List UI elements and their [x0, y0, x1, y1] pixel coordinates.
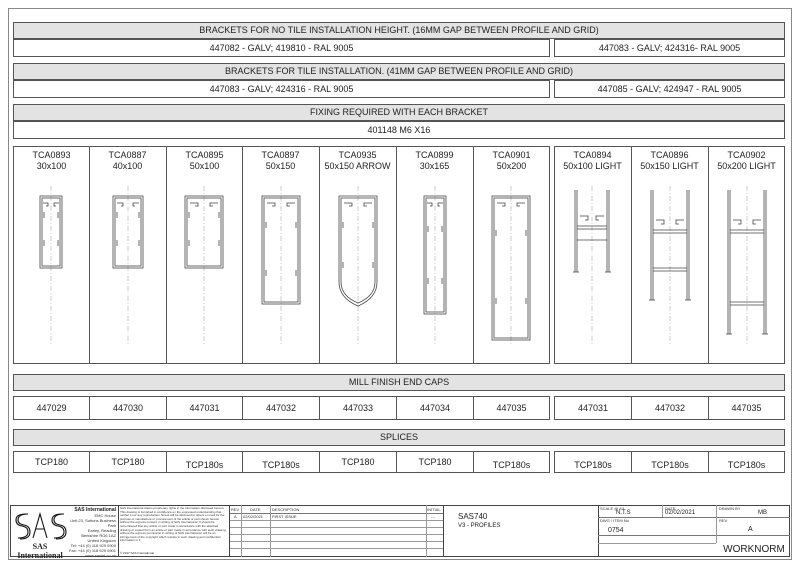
tb-divider [118, 505, 119, 557]
profile-code: TCA0894 [573, 150, 612, 160]
end-cap-cell: 447032 [242, 396, 320, 420]
no-tile-left: 447082 - GALV; 419810 - RAL 9005 [13, 39, 550, 57]
col-divider [473, 146, 474, 364]
rev-header-date: DATE [250, 507, 261, 512]
fixing-title: FIXING REQUIRED WITH EACH BRACKET [13, 104, 785, 121]
end-cap-cell: 447035 [473, 396, 550, 420]
address-line: EMC House [94, 513, 116, 518]
profile-code: TCA0935 [338, 150, 377, 160]
splice-cell: TCP180s [708, 451, 785, 473]
rev-row-line [230, 548, 443, 549]
company-logo [12, 508, 68, 560]
profiles-left-group [13, 146, 550, 364]
profile-size: 40x100 [112, 161, 143, 171]
end-cap-cell: 447031 [166, 396, 243, 420]
profile-size: 50x150 [265, 161, 296, 171]
address-line: Tel: +44 (0) 118 929 0900 [70, 543, 116, 548]
drawn-by-label: DRAWN BY [719, 506, 741, 511]
info-hline [598, 535, 790, 536]
profile-code: TCA0893 [32, 150, 71, 160]
info-vline [716, 505, 717, 543]
rev-header-initial: INITIAL [427, 507, 441, 512]
tile-left: 447083 - GALV; 424316 - RAL 9005 [13, 80, 550, 98]
profile-code: TCA0887 [108, 150, 147, 160]
profile-code: TCA0895 [185, 150, 224, 160]
rev-row-line [230, 541, 443, 542]
rev-row-line [230, 520, 443, 521]
profile-code: TCA0902 [727, 150, 766, 160]
address-line: United Kingdom [87, 538, 116, 543]
address-line: Fax: +44 (0) 118 929 0901 [69, 548, 116, 553]
rev-header-rev: REV [231, 507, 240, 512]
col-divider [708, 146, 709, 364]
profile-size: 50x200 [496, 161, 527, 171]
end-cap-cell: 447029 [13, 396, 90, 420]
profile-code: TCA0896 [650, 150, 689, 160]
footer-worknorm: WORKNORM [723, 544, 785, 555]
dwg-label: DWG / ITEM No [600, 518, 629, 523]
col-divider [319, 146, 320, 364]
col-divider [89, 146, 90, 364]
col-divider [166, 146, 167, 364]
profiles-right-group [554, 146, 785, 364]
rev-row-date: 02/02/2021 [243, 514, 264, 519]
address-line: Unit 23, Suttons Business Park [70, 518, 116, 528]
splice-cell: TCP180 [396, 451, 474, 473]
end-cap-cell: 447033 [319, 396, 397, 420]
profile-label [554, 150, 631, 172]
profile-code: TCA0901 [492, 150, 531, 160]
no-tile-title: BRACKETS FOR NO TILE INSTALLATION HEIGHT. (16MM GAP BETWEEN PROFILE AND GRID) [13, 22, 785, 39]
rev-label: REV [719, 518, 728, 523]
profile-size: 50x150 ARROW [324, 161, 391, 171]
profile-code: TCA0897 [261, 150, 300, 160]
splice-cell: TCP180s [554, 451, 632, 473]
profile-label [89, 150, 166, 172]
end-cap-cell: 447030 [89, 396, 167, 420]
revision-table [230, 505, 443, 557]
project-title: SAS740 [458, 512, 488, 521]
profile-label [13, 150, 90, 172]
copyright-year: © 2017 SAS International [120, 551, 154, 555]
drawn-by-value: MB [758, 510, 767, 516]
profile-label [319, 150, 396, 172]
address-line: Berkshire RG6 1AZ [81, 533, 116, 538]
splice-cell: TCP180s [473, 451, 550, 473]
profile-size: 30x165 [419, 161, 450, 171]
scale-value: N.T.S [616, 510, 631, 516]
company-name: SAS International [74, 507, 116, 513]
date-value: 02/02/2021 [665, 510, 696, 516]
info-hline [598, 543, 716, 544]
col-divider [242, 146, 243, 364]
profile-size: 50x100 [189, 161, 220, 171]
logo-text: SAS International [17, 542, 63, 560]
company-address [68, 507, 116, 558]
profile-label [242, 150, 319, 172]
profile-label [473, 150, 550, 172]
rev-row-rev: A [234, 514, 237, 519]
info-vline [662, 505, 663, 517]
end-cap-cell: 447032 [631, 396, 709, 420]
address-line: www.sasint.co.uk [85, 553, 116, 558]
tile-right: 447085 - GALV; 424947 - RAL 9005 [554, 80, 785, 98]
col-divider [396, 146, 397, 364]
profile-size: 50x150 LIGHT [640, 161, 699, 171]
end-cap-cell: 447034 [396, 396, 474, 420]
dwg-value: 0754 [608, 527, 624, 534]
rev-header-description: DESCRIPTION [272, 507, 300, 512]
fixing-value: 401148 M6 X16 [13, 121, 785, 139]
scale-label: SCALE @ A3 [600, 506, 625, 511]
profile-size: 50x100 LIGHT [563, 161, 622, 171]
copyright-note: SAS International claims proprietary rights in the information disclosed hereon. This drawing is furnished in confidence on the expressed understanding that neither it nor any reproduction hereof will be disclosed to others or used for the purpose of manufacture or procurement of the article or part shown hereon without the express consent in writing of SAS International. It should be remembered that any article or part made in accordance with the attached drawing or copied from an article or part made in accordance with such drawing, without the express permission in writing of SAS International, will be an infringement of the copyright which resides in such drawing and confidential information in it. [120, 507, 227, 543]
info-block [598, 505, 790, 557]
address-line: Earley, Reading [87, 528, 116, 533]
end-cap-cell: 447035 [708, 396, 785, 420]
splice-cell: TCP180s [242, 451, 320, 473]
tile-title: BRACKETS FOR TILE INSTALLATION. (41MM GAP BETWEEN PROFILE AND GRID) [13, 63, 785, 80]
rev-row-initial: --- [431, 514, 435, 519]
profile-code: TCA0899 [415, 150, 454, 160]
tb-divider [443, 505, 444, 557]
rev-row-line [230, 527, 443, 528]
date-label: DATE [665, 506, 676, 511]
profile-label [396, 150, 473, 172]
profile-size: 30x100 [36, 161, 67, 171]
profile-label [708, 150, 785, 172]
rev-value: A [748, 526, 753, 533]
profile-size: 50x200 LIGHT [717, 161, 776, 171]
col-divider [631, 146, 632, 364]
no-tile-right: 447083 - GALV; 424316- RAL 9005 [554, 39, 785, 57]
rev-col-line [270, 505, 271, 557]
splice-cell: TCP180s [166, 451, 243, 473]
splice-cell: TCP180 [13, 451, 90, 473]
end-caps-title: MILL FINISH END CAPS [13, 374, 785, 391]
rev-row-line [230, 534, 443, 535]
splice-cell: TCP180 [319, 451, 397, 473]
rev-row-description: FIRST ISSUE [272, 514, 297, 519]
rev-col-line [426, 505, 427, 557]
profile-label [631, 150, 708, 172]
end-cap-cell: 447031 [554, 396, 632, 420]
splice-cell: TCP180s [631, 451, 709, 473]
rev-col-line [241, 505, 242, 557]
splices-title: SPLICES [13, 429, 785, 446]
splice-cell: TCP180 [89, 451, 167, 473]
project-subtitle: V3 - PROFILES [458, 523, 501, 529]
copyright-block [120, 507, 228, 555]
profile-label [166, 150, 243, 172]
